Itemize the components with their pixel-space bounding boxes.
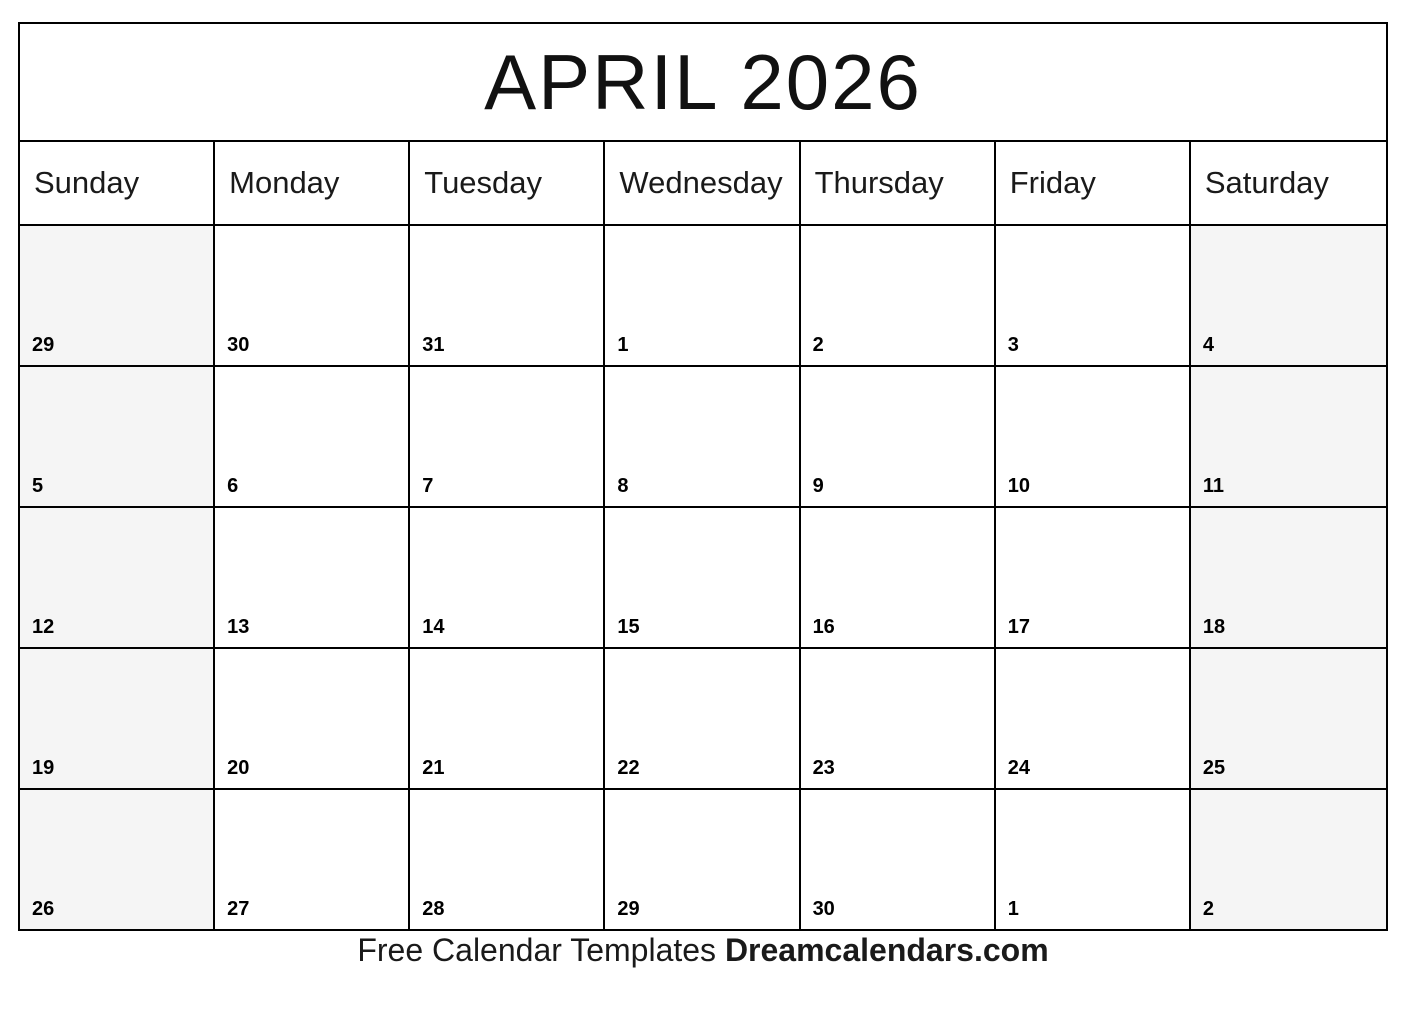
day-cell[interactable] (410, 508, 605, 647)
day-cell[interactable] (605, 367, 800, 506)
day-number: 22 (617, 757, 640, 779)
day-cell[interactable] (605, 226, 800, 365)
day-cell[interactable] (996, 508, 1191, 647)
day-number: 17 (1007, 616, 1030, 638)
day-number: 1 (617, 334, 629, 356)
day-cell[interactable] (215, 367, 410, 506)
day-number: 13 (227, 616, 250, 638)
day-cell[interactable] (605, 508, 800, 647)
week-row (20, 508, 1386, 649)
day-cell[interactable] (20, 649, 215, 788)
day-number: 3 (1007, 334, 1019, 356)
day-number: 28 (422, 898, 445, 920)
weekday-header-sunday: Sunday (20, 142, 215, 224)
day-number: 30 (227, 334, 250, 356)
day-cell[interactable] (20, 790, 215, 929)
day-cell[interactable] (605, 649, 800, 788)
day-number: 11 (1202, 475, 1224, 497)
calendar-grid (18, 22, 1388, 931)
day-cell[interactable] (410, 226, 605, 365)
day-number: 15 (617, 616, 640, 638)
day-cell[interactable] (215, 508, 410, 647)
day-number: 7 (422, 475, 434, 497)
day-number: 20 (227, 757, 250, 779)
day-number: 26 (32, 898, 55, 920)
day-number: 5 (32, 475, 44, 497)
day-cell[interactable] (410, 367, 605, 506)
weekday-header-monday: Monday (215, 142, 410, 224)
calendar-title-row (20, 24, 1386, 142)
day-cell[interactable] (1191, 226, 1386, 365)
weekday-header-friday: Friday (996, 142, 1191, 224)
weekday-header-thursday: Thursday (801, 142, 996, 224)
day-number: 30 (812, 898, 835, 920)
day-number: 25 (1202, 757, 1226, 779)
day-number: 2 (1202, 898, 1214, 920)
day-number: 18 (1202, 616, 1226, 638)
day-number: 27 (227, 898, 250, 920)
day-number: 4 (1202, 334, 1214, 356)
week-row (20, 649, 1386, 790)
day-cell[interactable] (801, 649, 996, 788)
day-number: 29 (617, 898, 640, 920)
day-cell[interactable] (1191, 649, 1386, 788)
day-cell[interactable] (996, 226, 1191, 365)
day-cell[interactable] (215, 649, 410, 788)
day-number: 8 (617, 475, 629, 497)
day-cell[interactable] (801, 367, 996, 506)
day-number: 9 (812, 475, 824, 497)
day-cell[interactable] (996, 367, 1191, 506)
day-cell[interactable] (215, 226, 410, 365)
day-number: 2 (812, 334, 824, 356)
weekday-header-saturday: Saturday (1191, 142, 1386, 224)
day-cell[interactable] (1191, 367, 1386, 506)
day-cell[interactable] (801, 508, 996, 647)
day-number: 21 (422, 757, 445, 779)
weekday-header-tuesday: Tuesday (410, 142, 605, 224)
footer (0, 932, 1406, 969)
day-number: 24 (1007, 757, 1030, 779)
day-number: 16 (812, 616, 835, 638)
footer-brand: Dreamcalendars.com (724, 932, 1049, 968)
day-cell[interactable] (1191, 508, 1386, 647)
week-row (20, 367, 1386, 508)
day-cell[interactable] (801, 226, 996, 365)
weekday-header-wednesday: Wednesday (605, 142, 800, 224)
day-cell[interactable] (1191, 790, 1386, 929)
day-cell[interactable] (410, 790, 605, 929)
day-number: 10 (1007, 475, 1030, 497)
day-number: 29 (32, 334, 55, 356)
day-cell[interactable] (20, 508, 215, 647)
day-cell[interactable] (215, 790, 410, 929)
day-cell[interactable] (20, 226, 215, 365)
day-number: 12 (32, 616, 55, 638)
day-number: 23 (812, 757, 835, 779)
day-cell[interactable] (996, 790, 1191, 929)
day-number: 19 (32, 757, 55, 779)
weekday-header-row (20, 142, 1386, 226)
day-number: 1 (1007, 898, 1019, 920)
page-title: APRIL 2026 (484, 38, 922, 126)
footer-text: Free Calendar Templates (357, 932, 725, 968)
day-cell[interactable] (20, 367, 215, 506)
day-cell[interactable] (605, 790, 800, 929)
day-number: 14 (422, 616, 445, 638)
day-number: 6 (227, 475, 239, 497)
day-cell[interactable] (996, 649, 1191, 788)
day-cell[interactable] (410, 649, 605, 788)
day-cell[interactable] (801, 790, 996, 929)
week-row (20, 226, 1386, 367)
day-number: 31 (422, 334, 445, 356)
week-row (20, 790, 1386, 929)
